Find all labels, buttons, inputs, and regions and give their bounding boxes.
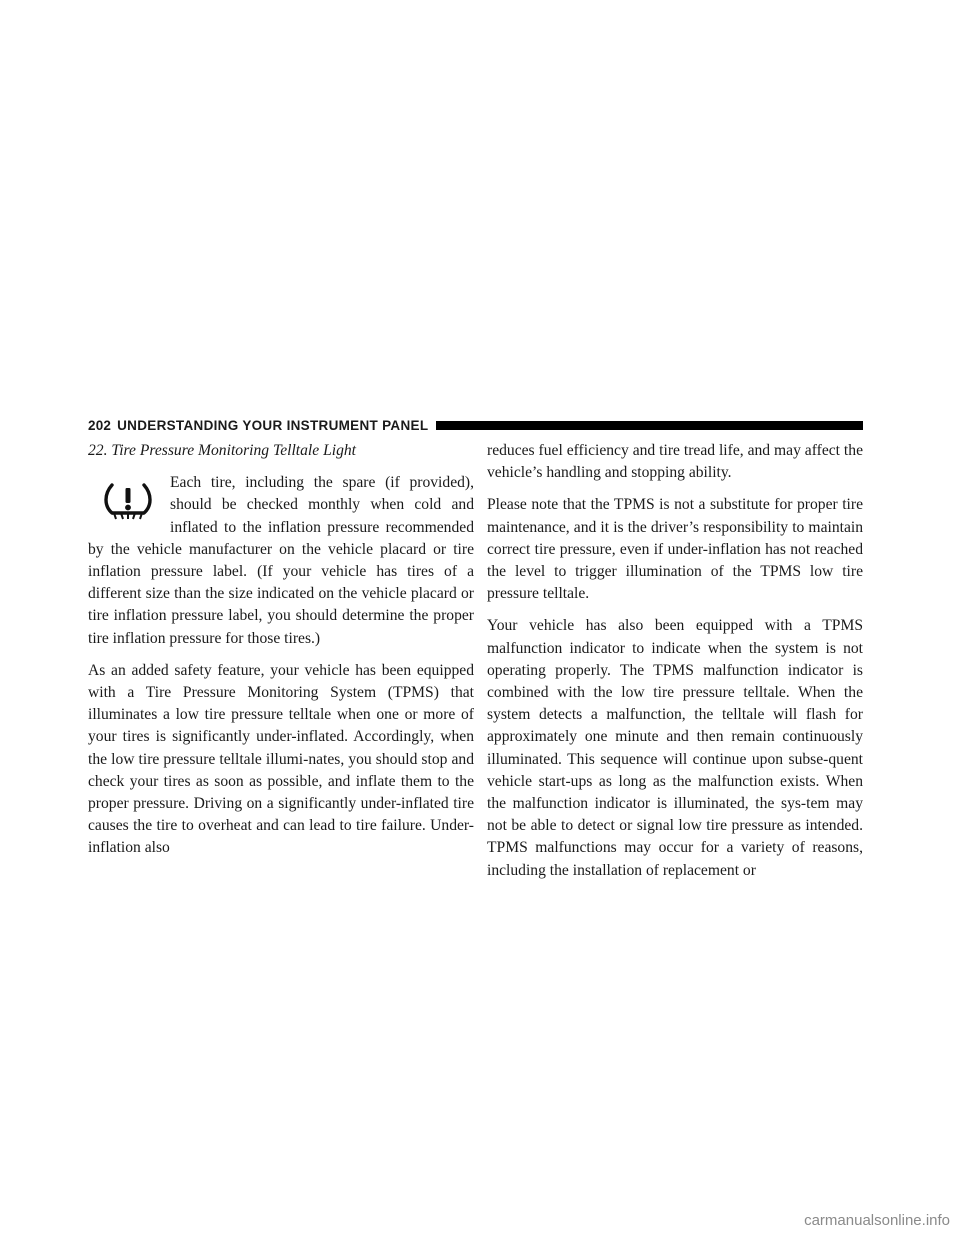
watermark: carmanualsonline.info: [804, 1212, 950, 1229]
page-header: [88, 414, 863, 436]
section-title: UNDERSTANDING YOUR INSTRUMENT PANEL: [117, 417, 429, 433]
header-rule: [436, 421, 863, 430]
paragraph: reduces fuel efficiency and tire tread life, and may affect the vehicle’s handling and stopping ability.: [487, 442, 863, 482]
paragraph: As an added safety feature, your vehicle has been equipped with a Tire Pressure Monitoring System (TPMS) that illuminates a low tire pressure telltale when one or more of your tires is significantly under-inflated. Accordingly, when the low tire pressure telltale illumi-nates, you should stop and check your tires as soon as possible, and inflate them to the proper pressure. Driving on a significantly under-inflated tire causes the tire to overheat and can lead to tire failure. Under-inflation also: [88, 661, 474, 857]
paragraph: Please note that the TPMS is not a substitute for proper tire maintenance, and it is the driver’s responsibility to maintain correct tire pressure, even if under-inflation has not reached the level to trigger illumination of the TPMS low tire pressure telltale.: [487, 496, 863, 603]
item-heading: 22. Tire Pressure Monitoring Telltale Light: [88, 442, 357, 459]
paragraph: Each tire, including the spare (if provided), should be checked monthly when cold and inflated to the inflation pressure recommended by the vehicle manufacturer on the vehicle placard or tire inflation pressure label. (If your vehicle has tires of a different size than the size indicated on the vehicle placard or tire inflation pressure label, you should determine the proper tire inflation pressure for those tires.): [88, 474, 474, 647]
tire-pressure-warning-icon: [102, 482, 154, 522]
page-number: 202: [88, 417, 112, 433]
paragraph: Your vehicle has also been equipped with a TPMS malfunction indicator to indicate when the system is not operating properly. The TPMS malfunction indicator is combined with the low tire pressure telltale. When the system detects a malfunction, the telltale will flash for approximately one minute and then remain continuously illuminated. This sequence will continue upon subse-quent vehicle start-ups as long as the malfunction exists. When the malfunction indicator is illuminated, the sys-tem may not be able to detect or signal low tire pressure as intended. TPMS malfunctions may occur for a variety of reasons, including the installation of replacement or: [487, 617, 863, 879]
left-column: [88, 440, 474, 870]
right-column: [487, 440, 863, 892]
